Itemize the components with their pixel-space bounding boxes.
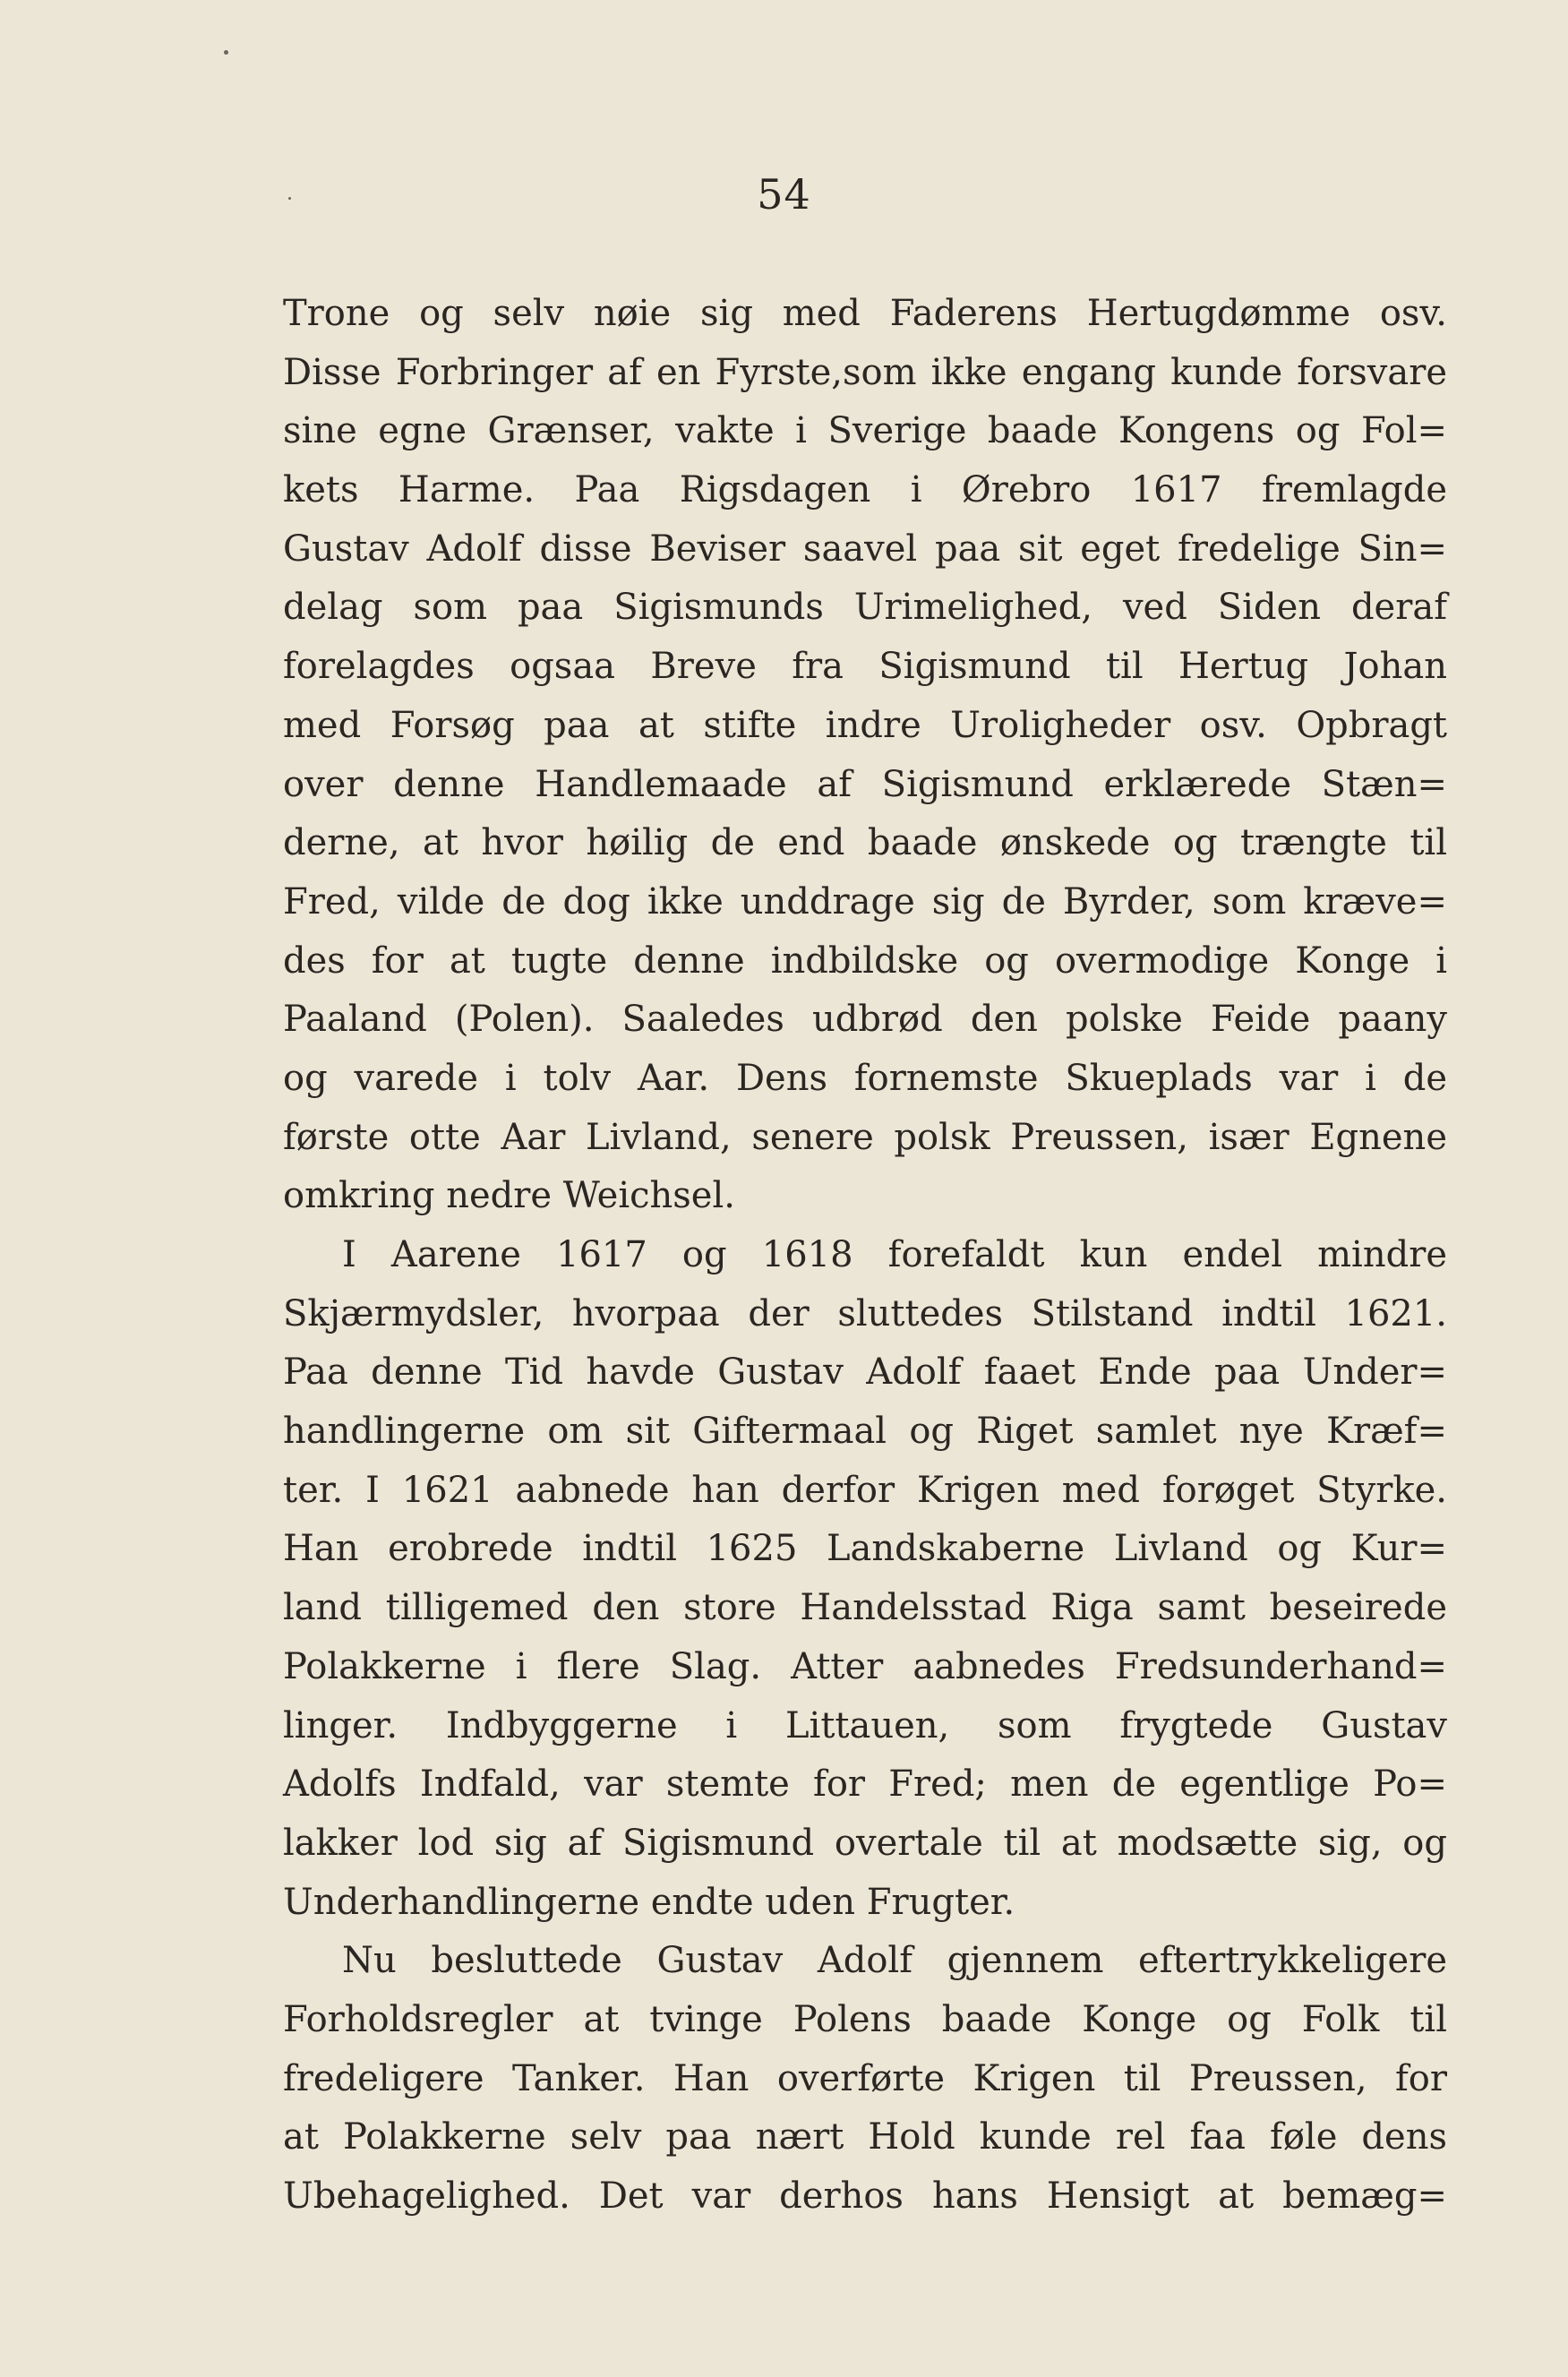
text-line: Paaland (Polen). Saaledes udbrød den polske Feide paany — [283, 999, 1447, 1041]
text-line: Paa denne Tid havde Gustav Adolf faaet Ende paa Under= — [283, 1352, 1447, 1394]
text-line: og varede i tolv Aar. Dens fornemste Skueplads var i de — [283, 1057, 1447, 1099]
text-line: Trone og selv nøie sig med Faderens Hertugdømme osv. — [283, 293, 1447, 334]
text-line: over denne Handlemaade af Sigismund erklærede Stæn= — [283, 763, 1447, 805]
text-line: Forholdsregler at tvinge Polens baade Konge og Folk til — [283, 1998, 1447, 2040]
text-line: land tilligemed den store Handelsstad Riga samt beseirede — [283, 1587, 1447, 1629]
text-line: Ubehagelighed. Det var derhos hans Hensigt at bemæg= — [283, 2175, 1447, 2217]
body-text — [283, 285, 1447, 2227]
text-line: Underhandlingerne endte uden Frugter. — [283, 1881, 1015, 1923]
text-line: ter. I 1621 aabnede han derfor Krigen med forøget Styrke. — [283, 1469, 1447, 1511]
text-line: delag som paa Sigismunds Urimelighed, ved Siden deraf — [283, 587, 1447, 629]
text-line: Skjærmydsler, hvorpaa der sluttedes Stilstand indtil 1621. — [283, 1292, 1447, 1334]
text-line: derne, at hvor høilig de end baade ønskede og trængte til — [283, 822, 1447, 864]
text-line: kets Harme. Paa Rigsdagen i Ørebro 1617 fremlagde — [283, 469, 1447, 511]
text-line: Fred, vilde de dog ikke unddrage sig de Byrder, som kræve= — [283, 880, 1447, 922]
text-line: første otte Aar Livland, senere polsk Preussen, især Egnene — [283, 1116, 1447, 1158]
text-line-paragraph-start: Nu besluttede Gustav Adolf gjennem eftertrykkeligere — [342, 1940, 1447, 1982]
text-line: at Polakkerne selv paa nært Hold kunde rel faa føle dens — [283, 2116, 1447, 2158]
text-line: Disse Forbringer af en Fyrste,som ikke engang kunde forsvare — [283, 351, 1447, 393]
text-line: Polakkerne i flere Slag. Atter aabnedes Fredsunderhand= — [283, 1645, 1447, 1687]
text-line: sine egne Grænser, vakte i Sverige baade Kongens og Fol= — [283, 410, 1447, 452]
text-line: forelagdes ogsaa Breve fra Sigismund til Hertug Johan — [283, 646, 1447, 688]
margin-speck — [224, 50, 228, 55]
text-line: Han erobrede indtil 1625 Landskaberne Livland og Kur= — [283, 1528, 1447, 1570]
text-line: med Forsøg paa at stifte indre Uroligheder osv. Opbragt — [283, 704, 1447, 746]
text-line: Adolfs Indfald, var stemte for Fred; men de egentlige Po= — [283, 1763, 1447, 1806]
text-line: fredeligere Tanker. Han overførte Krigen til Preussen, for — [283, 2057, 1447, 2099]
text-line: handlingerne om sit Giftermaal og Riget samlet nye Kræf= — [283, 1411, 1447, 1453]
text-line: omkring nedre Weichsel. — [283, 1175, 735, 1217]
text-line: linger. Indbyggerne i Littauen, som frygtede Gustav — [283, 1704, 1447, 1746]
text-line: lakker lod sig af Sigismund overtale til at modsætte sig, og — [283, 1822, 1447, 1864]
page-number: 54 — [757, 170, 811, 219]
text-line: Gustav Adolf disse Beviser saavel paa sit eget fredelige Sin= — [283, 528, 1447, 570]
text-line: des for at tugte denne indbildske og overmodige Konge i — [283, 940, 1447, 982]
text-line-paragraph-start: I Aarene 1617 og 1618 forefaldt kun endel mindre — [342, 1234, 1447, 1275]
